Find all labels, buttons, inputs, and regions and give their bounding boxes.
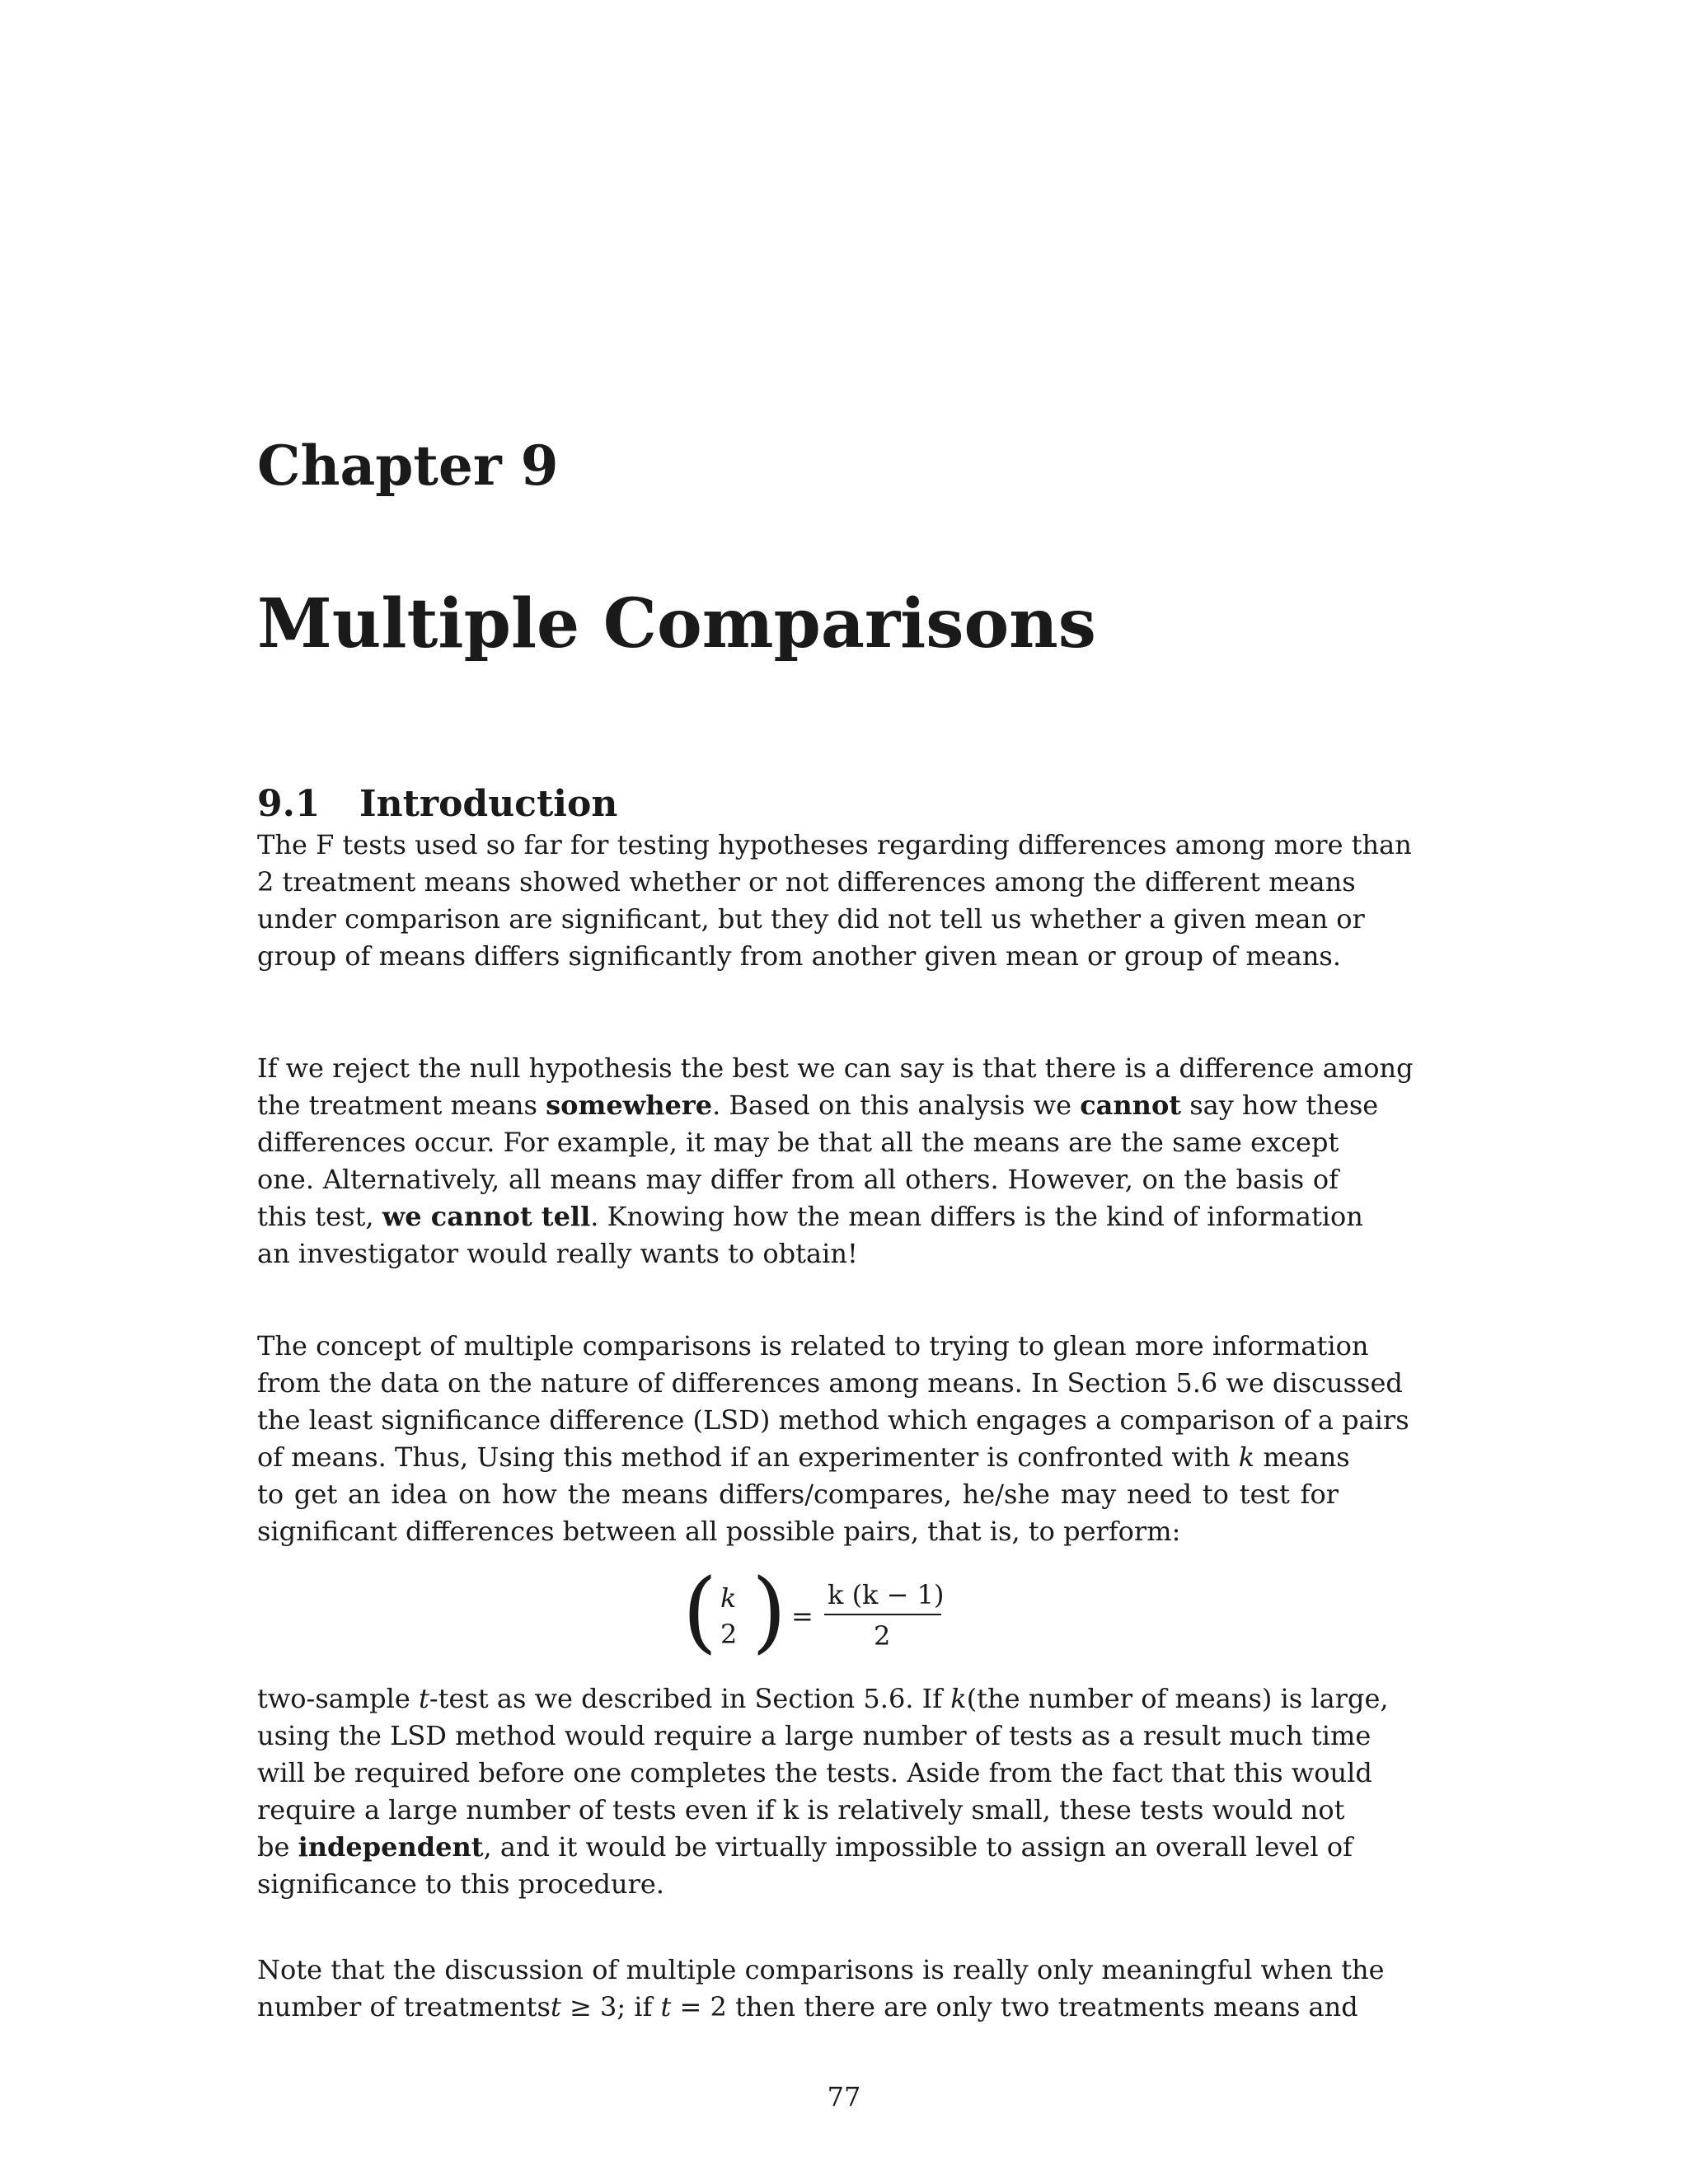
section-title: Introduction (359, 783, 618, 825)
text-run: -test as we described in Section 5.6. If (429, 1683, 951, 1714)
text-line: The concept of multiple comparisons is related to trying to glean more information (257, 1330, 1369, 1361)
text-line: the least significance difference (LSD) method which engages a comparison of a pairs (257, 1404, 1409, 1436)
text-line: using the LSD method would require a large number of tests as a result much time (257, 1720, 1372, 1751)
text-line: significance to this procedure. (257, 1868, 664, 1900)
chapter-title: Multiple Comparisons (257, 584, 1096, 663)
section-heading (257, 783, 618, 825)
text-run: number of treatments (257, 1991, 551, 2022)
text-line: an investigator would really wants to obtain! (257, 1238, 858, 1269)
paragraph-4 (257, 1680, 1389, 1903)
equation-binom-top: k (720, 1582, 737, 1614)
text-line (257, 1087, 1379, 1124)
text-line: will be required before one completes the tests. Aside from the fact that this would (257, 1757, 1372, 1788)
text-run: (the number of means) is large, (966, 1683, 1389, 1714)
text-run: say how these (1181, 1090, 1379, 1121)
text-run: the treatment means (257, 1090, 546, 1121)
paragraph-5 (257, 1952, 1385, 2026)
text-line: from the data on the nature of differences among means. In Section 5.6 we discussed (257, 1367, 1403, 1399)
equation-binom-bottom: 2 (720, 1619, 738, 1650)
text-run: . Knowing how the mean differs is the kind of information (590, 1201, 1363, 1232)
text-run: be (257, 1831, 298, 1863)
text-line: to get an idea on how the means differs/compares, he/she may need to test for (257, 1479, 1339, 1510)
text-line: The F tests used so far for testing hypotheses regarding differences among more than (257, 829, 1412, 860)
text-run: this test, (257, 1201, 382, 1232)
text-line (257, 1439, 1350, 1476)
equation-denominator: 2 (874, 1620, 891, 1652)
text-run: ≥ 3; if (560, 1991, 661, 2022)
equation-numerator: k (k − 1) (828, 1579, 945, 1610)
math-variable-t: t (660, 1991, 672, 2022)
equation-fraction-bar (824, 1614, 941, 1615)
paragraph-3 (257, 1328, 1409, 1550)
math-variable-k: k (950, 1683, 967, 1714)
text-line (257, 1989, 1358, 2026)
text-line: significant differences between all possible pairs, that is, to perform: (257, 1516, 1181, 1547)
text-line: differences occur. For example, it may be that all the means are the same except (257, 1127, 1339, 1158)
bold-term-we-cannot-tell: we cannot tell (382, 1201, 591, 1232)
equation-right-paren: ) (752, 1560, 787, 1663)
text-run: two-sample (257, 1683, 419, 1714)
binomial-equation (682, 1560, 945, 1663)
text-line: 2 treatment means showed whether or not differences among the different means (257, 866, 1356, 898)
bold-term-cannot: cannot (1080, 1090, 1182, 1121)
math-variable-t: t (419, 1683, 429, 1714)
page-number: 77 (827, 2081, 861, 2112)
text-line: If we reject the null hypothesis the best we can say is that there is a difference among (257, 1052, 1414, 1084)
math-variable-t: t (550, 1991, 561, 2022)
text-line: under comparison are significant, but they did not tell us whether a given mean or (257, 903, 1365, 935)
text-run: . Based on this analysis we (712, 1090, 1081, 1121)
chapter-label: Chapter 9 (257, 434, 559, 498)
math-variable-k: k (1238, 1441, 1255, 1473)
text-run: of means. Thus, Using this method if an experimenter is confronted with (257, 1441, 1239, 1473)
equation-equals: = (791, 1601, 814, 1632)
text-line (257, 1829, 1353, 1866)
text-line: require a large number of tests even if k is relatively small, these tests would not (257, 1794, 1345, 1825)
text-run: , and it would be virtually impossible to assign an overall level of (483, 1831, 1353, 1863)
text-line: Note that the discussion of multiple comparisons is really only meaningful when the (257, 1954, 1385, 1985)
text-line (257, 1198, 1363, 1235)
bold-term-independent: independent (298, 1831, 484, 1863)
text-run: = 2 then there are only two treatments means and (671, 1991, 1358, 2022)
bold-term-somewhere: somewhere (546, 1090, 713, 1121)
text-line (257, 1680, 1389, 1718)
paragraph-2 (257, 1050, 1414, 1272)
text-line: one. Alternatively, all means may differ from all others. However, on the basis of (257, 1164, 1339, 1195)
text-line: group of means differs significantly from another given mean or group of means. (257, 940, 1342, 972)
text-run: means (1254, 1441, 1350, 1473)
equation-left-paren: ( (682, 1560, 718, 1663)
section-number: 9.1 (257, 783, 321, 825)
paragraph-1 (257, 827, 1412, 975)
